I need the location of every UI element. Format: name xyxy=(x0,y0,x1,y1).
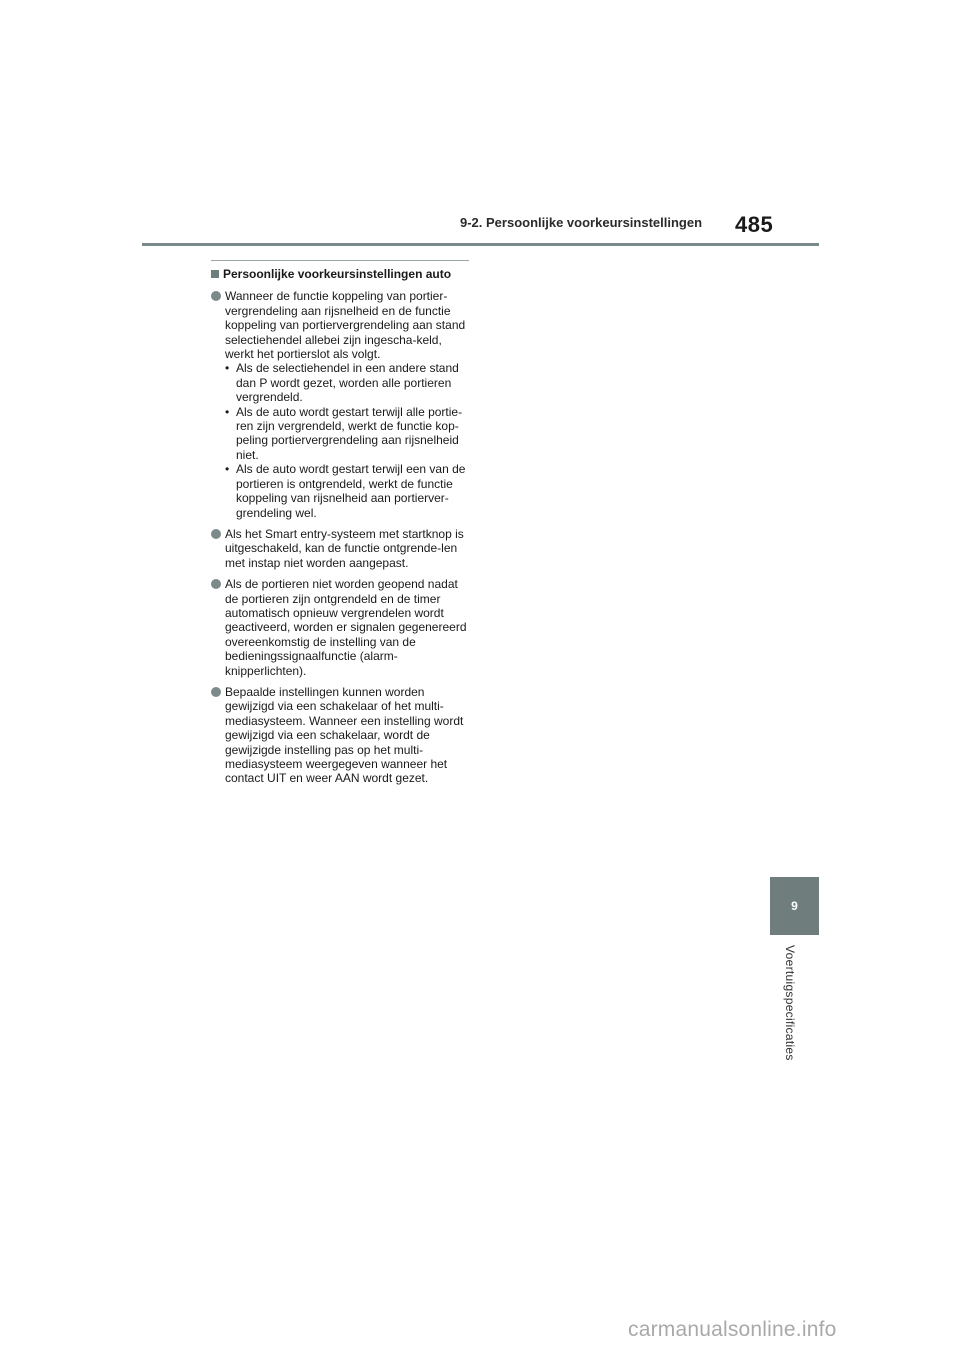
list-item xyxy=(211,577,469,678)
list-item-text: Wanneer de functie koppeling van portier-vergrendeling aan rijsnelheid en de functie koppeling van portiervergrendeling aan stand selectiehendel allebei zijn ingescha-keld, werkt het portierslot als volgt. xyxy=(225,289,466,362)
list-item-text: Als het Smart entry-systeem met startknop is uitgeschakeld, kan de functie ontgrende-len met instap niet worden aangepast. xyxy=(225,526,464,570)
sub-list-item xyxy=(225,405,469,463)
watermark: carmanualsonline.info xyxy=(628,1318,837,1341)
circle-bullet-icon xyxy=(211,579,221,589)
sub-list-item xyxy=(225,361,469,404)
header-section-title: 9-2. Persoonlijke voorkeursinstellingen xyxy=(460,215,703,230)
sub-list-item-text: Als de auto wordt gestart terwijl een van de portieren is ontgrendeld, werkt de functie koppeling van rijsnelheid aan portierver-grendeling wel. xyxy=(236,462,466,520)
sub-list-item-text: Als de selectiehendel in een andere stand dan P wordt gezet, worden alle portieren vergrendeld. xyxy=(236,361,459,405)
chapter-tab xyxy=(770,877,819,935)
header-divider xyxy=(142,243,819,246)
small-bullet-icon: • xyxy=(225,462,230,477)
small-bullet-icon: • xyxy=(225,361,230,376)
list-item xyxy=(211,289,469,520)
circle-bullet-icon xyxy=(211,291,221,301)
sub-list-item-text: Als de auto wordt gestart terwijl alle portie-ren zijn vergrendeld, werkt de functie kop-peling portiervergrendeling aan rijsnelheid niet. xyxy=(236,404,463,462)
square-bullet-icon xyxy=(211,270,219,278)
list-item xyxy=(211,685,469,786)
circle-bullet-icon xyxy=(211,529,221,539)
sub-list xyxy=(225,361,469,519)
list-item-text: Bepaalde instellingen kunnen worden gewijzigd via een schakelaar of het multi-mediasysteem. Wanneer een instelling wordt gewijzigd via een schakelaar, wordt de gewijzigde instelling pas op het multi-mediasysteem weergegeven wanneer het contact UIT en weer AAN wordt gezet. xyxy=(225,684,464,786)
section-divider xyxy=(211,260,469,261)
item-list xyxy=(211,289,469,785)
list-item xyxy=(211,527,469,570)
list-item-text: Als de portieren niet worden geopend nadat de portieren zijn ontgrendeld en de timer automatisch opnieuw vergrendelen wordt geactiveerd, worden er signalen gegenereerd overeenkomstig de instelling van de bedieningssignaalfunctie (alarm-knipperlichten). xyxy=(225,577,467,678)
circle-bullet-icon xyxy=(211,687,221,697)
small-bullet-icon: • xyxy=(225,404,230,419)
content-column xyxy=(211,260,469,793)
chapter-number: 9 xyxy=(791,899,798,913)
section-heading-text: Persoonlijke voorkeursinstellingen auto xyxy=(223,267,452,281)
section-heading xyxy=(211,267,469,281)
page-number: 485 xyxy=(735,212,774,237)
sub-list-item xyxy=(225,462,469,520)
chapter-label: Voertuigspecificaties xyxy=(783,945,797,1061)
